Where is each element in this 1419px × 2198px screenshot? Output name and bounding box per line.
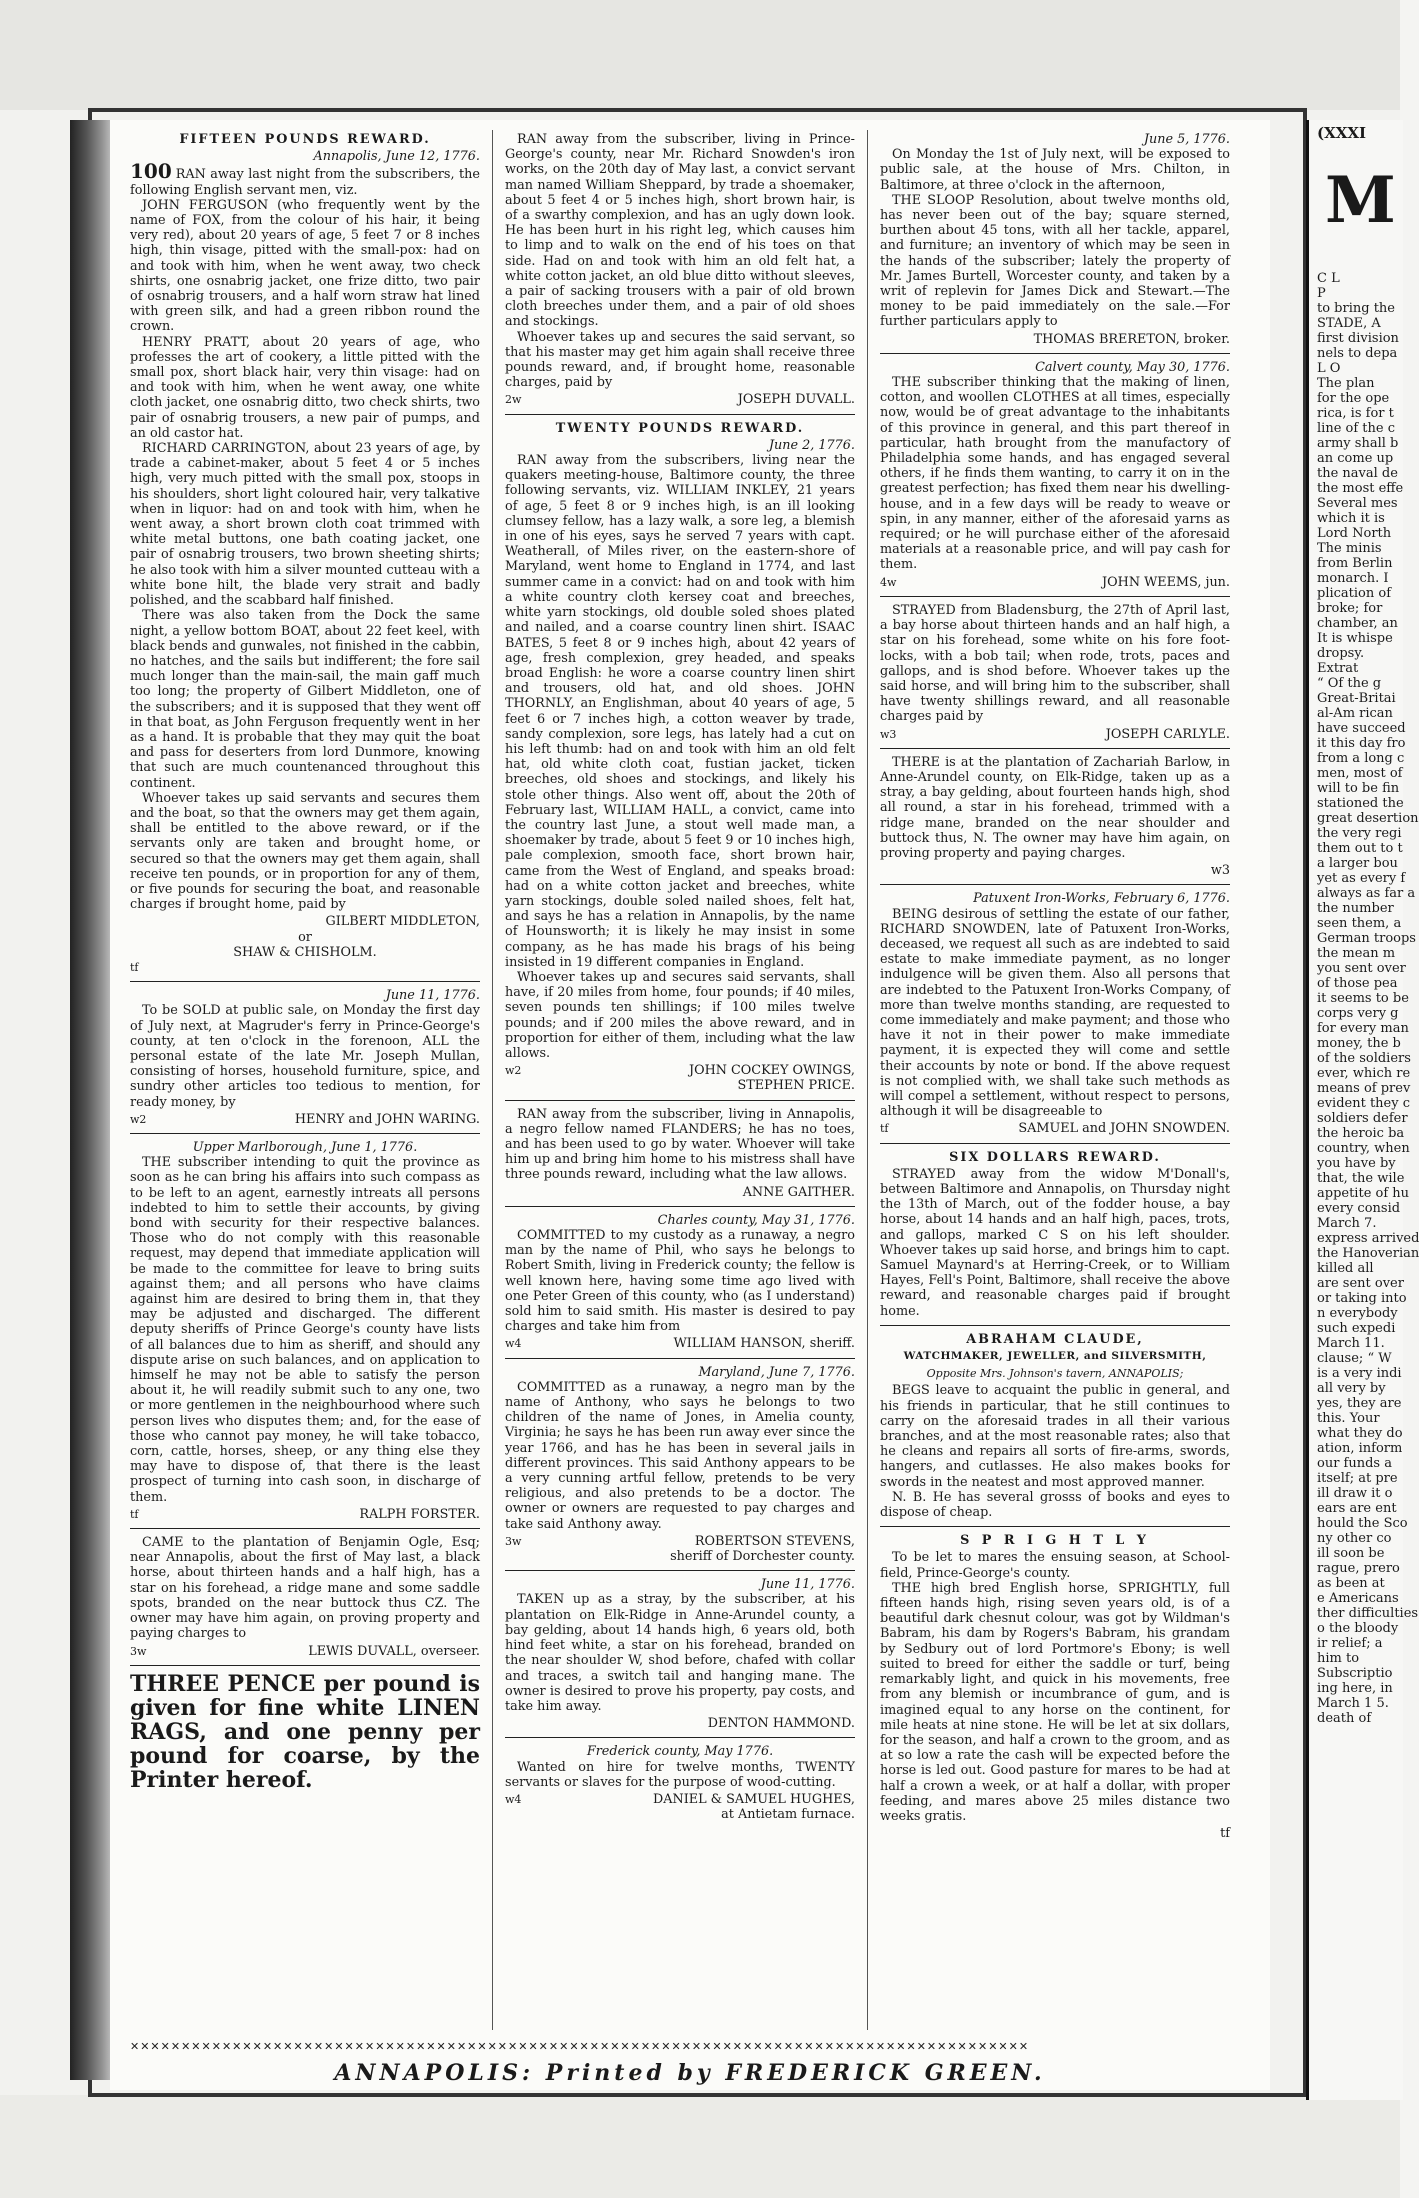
facing-page-line: rica, is for t (1317, 406, 1394, 421)
ad-subheadline: WATCHMAKER, JEWELLER, and SILVERSMITH, (903, 1350, 1207, 1363)
facing-page-line: from Berlin (1317, 556, 1393, 571)
facing-page-line: seen them, a (1317, 916, 1402, 931)
facing-page-line: are sent over (1317, 1276, 1404, 1291)
facing-page-line: have succeed (1317, 721, 1406, 736)
separator (880, 353, 1230, 354)
advertisement-fifteen-pounds-reward (130, 132, 480, 975)
column-rule (492, 130, 493, 2030)
advertisement-servants-wanted (505, 1744, 855, 1822)
ad-signature-text: JOSEPH CARLYLE. (1105, 726, 1230, 742)
facing-page-line: death of (1317, 1711, 1372, 1726)
facing-page-line: The minis (1317, 541, 1382, 556)
facing-page-line: the Hanoverian (1317, 1246, 1419, 1261)
advertisement-abraham-claude (880, 1332, 1230, 1520)
facing-page-fragment (1306, 120, 1419, 2100)
ad-dateline: Charles county, May 31, 1776. (657, 1212, 855, 1228)
ad-signature: SHAW & CHISHOLM. (233, 944, 377, 960)
advertisement-committed-anthony (505, 1365, 855, 1565)
facing-page-line: or taking into (1317, 1291, 1407, 1306)
separator (130, 981, 480, 982)
facing-page-line: ever, which re (1317, 1066, 1411, 1081)
ad-tag: w3 (1210, 863, 1230, 879)
ad-headline: ABRAHAM CLAUDE, (966, 1331, 1144, 1347)
facing-page-line: country, when (1317, 1141, 1410, 1156)
advertisement-joseph-duvall (505, 132, 855, 408)
ad-signature-text: WILLIAM HANSON, sheriff. (673, 1336, 855, 1352)
facing-page-line: clause; “ W (1317, 1351, 1392, 1366)
advertisement-sloop-resolution (880, 132, 1230, 347)
ad-signature (130, 1644, 480, 1659)
ad-tag: w2 (505, 1064, 522, 1078)
ad-lead: THREE PENCE per pound is given for fine white LINEN RAGS, and one penny per pound for coarse, by the Printer hereof. (130, 1670, 480, 1793)
facing-page-line: rague, prero (1317, 1561, 1400, 1576)
facing-page-line: ill draw it o (1317, 1486, 1393, 1501)
facing-page-line: an come up (1317, 451, 1394, 466)
separator (130, 1133, 480, 1134)
facing-page-line: nels to depa (1317, 346, 1398, 361)
facing-page-line: monarch. I (1317, 571, 1389, 586)
ad-paragraph: RICHARD CARRINGTON, about 23 years of age, by trade a cabinet-maker, about 5 feet 4 or 5 inches high, very much pitted with the small pox, stoops in his shoulders, short light coloured hair, very talkative when in liquor: had on and took with him, when he went away, a short brown cloth coat trimmed with white metal buttons, one bath coating jacket, one pair of osnabrig trousers, two brown sheeting shirts; he also took with him a silver mounted cutteau with a white bone hilt, the blade very strait and badly polished, and the scabbard half finished. (130, 441, 480, 609)
facing-page-line: the naval de (1317, 466, 1398, 481)
facing-page-line: to bring the (1317, 301, 1395, 316)
ad-paragraph: To be SOLD at public sale, on Monday the first day of July next, at Magruder's ferry in Prince-George's county, at ten o'clock in the forenoon, ALL the personal estate of the late Mr. Joseph Mullan, consisting of horses, household furniture, spice, and sundry other articles too tedious to mention, for ready money, by (130, 1003, 480, 1110)
ad-tag: w3 (880, 727, 897, 741)
facing-page-line: first division (1317, 331, 1399, 346)
separator (505, 1737, 855, 1738)
facing-page-line: March 11. (1317, 1336, 1385, 1351)
facing-page-line: March 7. (1317, 1216, 1377, 1231)
handwritten-mark: 100 (130, 159, 172, 184)
facing-page-line: corps very g (1317, 1006, 1399, 1021)
separator (505, 1100, 855, 1101)
facing-page-line: him to (1317, 1651, 1360, 1666)
facing-page-line: Extrat (1317, 661, 1359, 676)
facing-page-line: this. Your (1317, 1411, 1380, 1426)
facing-page-line: of the soldiers (1317, 1051, 1411, 1066)
ad-signature: sheriff of Dorchester county. (670, 1549, 855, 1565)
ad-tag: w4 (505, 1792, 522, 1806)
facing-page-line: Great-Britai (1317, 691, 1396, 706)
ad-paragraph: STRAYED away from the widow M'Donall's, between Baltimore and Annapolis, on Thursday night the 13th of March, out of the fodder house, a bay horse, about 14 hands and an half high, paces, trots, and gallops, marked C S on his left shoulder. Whoever takes up said horse, and brings him to capt. Samuel Maynard's at Herring-Creek, or to William Hayes, Fell's Point, Baltimore, shall receive the above reward, and reasonable charges paid if brought home. (880, 1166, 1230, 1319)
ad-paragraph: THE subscriber intending to quit the province as soon as he can bring his affairs into such compass as to be left to an agent, earnestly intreats all persons indebted to him to settle their accounts, by giving bond with security for their respective balances. Those who do not comply with this reasonable request, may depend that immediate application will be made to the committee for leave to bring suits against them; and all persons who have claims against him are desired to bring them in, that they may be adjusted and discharged. The different deputy sheriffs of Prince George's county have lists of all balances due to him as sheriff, and should any dispute arise on such balances, and on application to himself he may not be able to satisfy the person about it, he will readily submit such to any one, two or more gentlemen in the neighbourhood where such person lives who disputes them; and, for the ease of those who cannot pay money, he will take tobacco, corn, cattle, horses, sheep, or any thing else they may have to dispose of, that there is the least prospect of turning into cash soon, in discharge of them. (130, 1155, 480, 1505)
ad-signature (505, 1063, 855, 1078)
separator (130, 1528, 480, 1529)
facing-page-line: appetite of hu (1317, 1186, 1410, 1201)
newspaper-page (110, 120, 1270, 2090)
ad-paragraph: STRAYED from Bladensburg, the 27th of April last, a bay horse about thirteen hands and an half high, a star on his forehead, some white on his fore foot-locks, with a bob tail; when rode, trots, paces and gallops, and is shod before. Whoever takes up the said horse, and will bring him to the subscriber, shall have twenty shillings reward, and all reasonable charges paid by (880, 602, 1230, 725)
facing-page-line: ation, inform (1317, 1441, 1403, 1456)
ad-signature: STEPHEN PRICE. (737, 1078, 855, 1094)
facing-page-text (1309, 271, 1419, 1726)
advertisement-public-sale (130, 988, 480, 1127)
ad-dateline: June 11, 1776. (385, 988, 480, 1004)
facing-page-line: the mean m (1317, 946, 1396, 961)
ad-signature (505, 1534, 855, 1549)
ad-paragraph: BEGS leave to acquaint the public in general, and his friends in particular, that he still continues to carry on the aforesaid trades in all their various branches, and at the most reasonable rates; also that he cleans and repairs all sorts of fire-arms, swords, hangers, and cutlasses. He also makes books for swords in the neatest and most approved manner. (880, 1383, 1230, 1490)
facing-page-line: soldiers defer (1317, 1111, 1408, 1126)
facing-page-line: you have by (1317, 1156, 1396, 1171)
advertisement-ralph-forster (130, 1140, 480, 1522)
ad-signature (505, 1792, 855, 1807)
facing-page-line: ir relief; a (1317, 1636, 1383, 1651)
ad-paragraph: On Monday the 1st of July next, will be exposed to public sale, at the house of Mrs. Chilton, in Baltimore, at three o'clock in the afternoon, (880, 147, 1230, 193)
separator (505, 1206, 855, 1207)
facing-page-line: itself; at pre (1317, 1471, 1398, 1486)
column-2 (505, 132, 855, 2032)
facing-page-line: STADE, A (1317, 316, 1381, 331)
ad-paragraph: RAN away last night from the subscribers, the following English servant men, viz. (130, 167, 480, 198)
ad-signature-text: JOHN WEEMS, jun. (1102, 574, 1230, 590)
facing-page-line: such expedi (1317, 1321, 1396, 1336)
ad-paragraph: N. B. He has several grosss of books and eyes to dispose of cheap. (880, 1489, 1230, 1521)
ad-signature-or: or (298, 929, 312, 945)
column-rule (867, 130, 868, 2030)
ad-paragraph: COMMITTED as a runaway, a negro man by the name of Anthony, who says he belongs to two children of the name of Jones, in Amelia county, Virginia; he says he has been run away ever since the year 1766, and has he has been in several jails in different provinces. This said Anthony appears to be a very cunning artful fellow, pretends to be very religious, and also pretends to be a doctor. The owner or owners are requested to pay charges and take said Anthony away. (505, 1379, 855, 1532)
facing-page-line: army shall b (1317, 436, 1399, 451)
ad-paragraph: CAME to the plantation of Benjamin Ogle, Esq; near Annapolis, about the first of May last, a black horse, about thirteen hands and a half high, has a star on his forehead, a ridge mane and some saddle spots, branded on the near buttock thus CZ. The owner may have him again, on proving property and paying charges to (130, 1535, 480, 1642)
separator (505, 1358, 855, 1359)
ad-tag: tf (130, 1507, 139, 1521)
facing-page-line: that, the wile (1317, 1171, 1405, 1186)
ad-paragraph: RAN away from the subscriber, living in Annapolis, a negro fellow named FLANDERS; he has no toes, and has been used to go by water. Whoever will take him up and bring him home to his mistress shall have three pounds reward, including what the law allows. (505, 1106, 855, 1183)
ad-paragraph: Whoever takes up said servants and secures them and the boat, so that the owners may get them again, shall be entitled to the above reward, or if the servants only are taken and brought home, or secured so that the owners may get them again, shall receive ten pounds, or in proportion for any of them, or five pounds for securing the boat, and reasonable charges if brought home, paid by (130, 790, 480, 913)
facing-page-line: Lord North (1317, 526, 1392, 541)
ad-dateline: Calvert county, May 30, 1776. (1035, 359, 1230, 375)
ad-signature (130, 1112, 480, 1127)
ad-paragraph: JOHN FERGUSON (who frequently went by the name of FOX, from the colour of his hair, it being very red), about 20 years of age, 5 feet 7 or 8 inches high, thin visage, pitted with the small-pox: had on and took with him, when he went away, two check shirts, one osnabrig jacket, one frize ditto, two pair of osnabrig trousers, and a half worn straw hat lined with green silk, and had a green ribbon round the crown. (130, 197, 480, 335)
facing-page-line: money, the b (1317, 1036, 1401, 1051)
advertisement-twenty-pounds-reward (505, 421, 855, 1094)
facing-page-header: (XXXI (1317, 124, 1367, 142)
ad-signature-text: DANIEL & SAMUEL HUGHES, (653, 1791, 855, 1807)
ad-tag: w2 (130, 1112, 147, 1126)
facing-page-line: Several mes (1317, 496, 1398, 511)
column-1 (130, 132, 480, 2032)
ad-signature-text: JOHN COCKEY OWINGS, (688, 1063, 855, 1079)
ad-paragraph: THERE is at the plantation of Zachariah Barlow, in Anne-Arundel county, on Elk-Ridge, taken up as a stray, a bay gelding, about fourteen hands high, shod all round, a star in his forehead, trimmed with a ridge mane, branded on the near shoulder and buttock thus, N. The owner may have him again, on proving property and paying charges. (880, 754, 1230, 861)
facing-page-line: the number (1317, 901, 1394, 916)
ad-signature (880, 1121, 1230, 1136)
ad-dateline: Upper Marlborough, June 1, 1776. (192, 1140, 418, 1155)
separator (880, 596, 1230, 597)
separator (880, 1526, 1230, 1527)
ad-signature (505, 392, 855, 407)
ad-tag: tf (1220, 1826, 1230, 1842)
ad-paragraph: Wanted on hire for twelve months, TWENTY servants or slaves for the purpose of wood-cutting. (505, 1759, 855, 1790)
ad-signature-text: HENRY and JOHN WARING. (294, 1111, 480, 1127)
ad-signature (130, 1507, 480, 1522)
facing-page-line: it seems to be (1317, 991, 1409, 1006)
facing-page-line: March 1 5. (1317, 1696, 1389, 1711)
facing-page-line: ing here, in (1317, 1681, 1393, 1696)
facing-page-line: from a long c (1317, 751, 1405, 766)
facing-page-line: n everybody (1317, 1306, 1398, 1321)
ad-headline: SIX DOLLARS REWARD. (949, 1149, 1161, 1165)
facing-page-line: German troops (1317, 931, 1416, 946)
facing-page-line: for every man (1317, 1021, 1409, 1036)
facing-page-line: P (1317, 286, 1326, 301)
ad-signature-text: LEWIS DUVALL, overseer. (308, 1643, 480, 1659)
facing-page-line: ill soon be (1317, 1546, 1385, 1561)
facing-page-line: yes, they are (1317, 1396, 1402, 1411)
facing-page-line: “ Of the g (1317, 676, 1382, 691)
ad-subheadline: Opposite Mrs. Johnson's tavern, ANNAPOLIS; (926, 1367, 1184, 1381)
facing-page-line: stationed the (1317, 796, 1404, 811)
ad-tag: tf (130, 960, 139, 974)
ad-signature (880, 575, 1230, 590)
separator (880, 1143, 1230, 1144)
facing-page-line: Subscriptio (1317, 1666, 1393, 1681)
ad-dateline: Frederick county, May 1776. (586, 1744, 774, 1760)
ad-signature: THOMAS BRERETON, broker. (1033, 331, 1230, 347)
facing-page-line: you sent over (1317, 961, 1406, 976)
facing-page-line: of those pea (1317, 976, 1398, 991)
ad-paragraph: There was also taken from the Dock the same night, a yellow bottom BOAT, about 22 feet keel, with black bends and gunwales, not finished in the cabbin, no hatches, and the sails but indifferent; the fore sail much longer than the main-sail, the main gaff much too long; the property of Gilbert Middleton, one of the subscribers; and it is supposed that they went off in that boat, as John Ferguson frequently went in her as a hand. It is probable that they may quit the boat and pass for deserters from lord Dunmore, knowing that such are much countenanced throughout this continent. (130, 608, 480, 791)
facing-page-line: is a very indi (1317, 1366, 1402, 1381)
ad-paragraph: RAN away from the subscribers, living near the quakers meeting-house, Baltimore county, the three following servants, viz. WILLIAM INKLEY, 21 years of age, 5 feet 8 or 9 inches high, is an ill looking clumsey fellow, has a lazy walk, a sore leg, a blemish in one of his eyes, says he served 7 years with capt. Weatherall, of Miles river, on the eastern-shore of Maryland, went home to England in 1774, and last summer came in a convict: had on and took with him a white country cloth kersey coat and breeches, white yarn stockings, old double soled shoes plated and nailed, and a coarse country linen shirt. ISAAC BATES, 5 feet 8 or 9 inches high, about 42 years of age, fresh complexion, grey headed, and speaks broad English: he wore a coarse country linen shirt and trousers, old hat, and old shoes. JOHN THORNLY, an Englishman, about 40 years of age, 5 feet 6 or 7 inches high, a cotton weaver by trade, sandy complexion, sore legs, has lately had a cut on his left thumb: had on and took with him an old felt hat, old white cloth coat, fustian jacket, ticken breeches, old shoes and stockings, and likely his stole other things. Also went off, about the 20th of February last, WILLIAM HALL, a convict, came into the country last June, a stout well made man, a shoemaker by trade, about 5 feet 9 or 10 inches high, pale complexion, smooth face, short brown hair, came from the West of England, and speaks broad: had on a white cotton jacket and breeches, white yarn stockings, double soled nailed shoes, felt hat, and says he has a relation in Annapolis, by the name of Hounsworth; it is likely he may insist in some company, as he has made his brags of his being insisted in 19 different companies in England. (505, 453, 855, 970)
ad-signature (880, 727, 1230, 742)
advertisement-strayed-bladensburg (880, 603, 1230, 742)
ad-signature-text: ROBERTSON STEVENS, (694, 1533, 855, 1549)
ad-dateline: June 2, 1776. (768, 437, 855, 453)
advertisement-linen-rags (130, 1672, 480, 1792)
facing-page-line: ny other co (1317, 1531, 1392, 1546)
ad-signature (505, 1336, 855, 1351)
facing-page-line: the very regi (1317, 826, 1402, 841)
advertisement-barlow-stray (880, 755, 1230, 879)
facing-page-line: hould the Sco (1317, 1516, 1408, 1531)
ad-signature-text: SAMUEL and JOHN SNOWDEN. (1018, 1121, 1230, 1137)
facing-page-line: it this day fro (1317, 736, 1406, 751)
facing-page-line: It is whispe (1317, 631, 1393, 646)
facing-page-line: o the bloody (1317, 1621, 1399, 1636)
separator (130, 1665, 480, 1666)
column-3 (880, 132, 1230, 2032)
advertisement-stray-horse-ogle (130, 1535, 480, 1659)
ad-signature-text: RALPH FORSTER. (359, 1506, 480, 1522)
facing-page-line: line of the c (1317, 421, 1395, 436)
facing-page-line: plication of (1317, 586, 1392, 601)
facing-page-line: as been at (1317, 1576, 1385, 1591)
ad-paragraph: COMMITTED to my custody as a runaway, a negro man by the name of Phil, who says he belongs to Robert Smith, living in Frederick county; the fellow is well known here, having some time ago lived with one Peter Green of this county, who (as I understand) sold him to said smith. His master is desired to pay charges and take him from (505, 1228, 855, 1335)
facing-page-line: the most effe (1317, 481, 1404, 496)
ad-signature: GILBERT MIDDLETON, (325, 914, 480, 930)
ad-tag: tf (880, 1122, 889, 1136)
facing-page-line: the heroic ba (1317, 1126, 1405, 1141)
ad-paragraph: BEING desirous of settling the estate of our father, RICHARD SNOWDEN, late of Patuxent Iron-Works, deceased, we request all such as are indebted to said estate to make immediate payment, as no longer indulgence will be given them. Also all persons that are indebted to the Patuxent Iron-Works Company, of more than twelve months standing, are requested to come immediately and make payment; and those who have it not in their power to make immediate payment, it is expected they will come and settle their accounts by note or bond. If the above request is not complied with, we shall take such methods as will compel a settlement, without respect to persons, although it will be disagreeable to (880, 906, 1230, 1120)
advertisement-sprightly (880, 1533, 1230, 1841)
facing-page-line: always as far a (1317, 886, 1416, 901)
facing-page-line: express arrived (1317, 1231, 1419, 1246)
advertisement-committed-phil (505, 1213, 855, 1352)
ad-headline: TWENTY POUNDS REWARD. (555, 420, 805, 436)
ad-tag: 3w (130, 1644, 147, 1658)
ad-dateline: June 5, 1776. (1143, 132, 1230, 147)
ad-tag: 4w (880, 575, 897, 589)
ad-paragraph: TAKEN up as a stray, by the subscriber, at his plantation on Elk-Ridge in Anne-Arundel county, a bay gelding, about 14 hands high, 6 years old, both hind feet white, a star on his forehead, branded on the near shoulder W, shod before, chafed with collar and traces, a switch tail and hanging mane. The owner is desired to prove his property, pay costs, and take him away. (505, 1592, 855, 1714)
facing-page-line: which it is (1317, 511, 1385, 526)
separator (880, 1325, 1230, 1326)
advertisement-taken-up-stray (505, 1577, 855, 1731)
facing-page-line: yet as every f (1317, 871, 1406, 886)
ad-tag: 3w (505, 1534, 522, 1548)
separator (880, 884, 1230, 885)
facing-page-line: great desertion (1317, 811, 1419, 826)
facing-page-line: every consid (1317, 1201, 1401, 1216)
facing-page-line: broke; for (1317, 601, 1383, 616)
ad-tag: w4 (505, 1337, 522, 1351)
ad-paragraph: RAN away from the subscriber, living in Prince-George's county, near Mr. Richard Snowden's iron works, on the 20th day of May last, a convict servant man named William Sheppard, by trade a shoemaker, about 5 feet 4 or 5 inches high, short brown hair, is of a swarthy complexion, and has an ugly down look. He has been hurt in his right leg, which causes him to limp and to walk on the end of his toes on that side. Had on and took with him an old felt hat, a white cotton jacket, an old blue ditto without sleeves, a pair of sacking trousers with a pair of old brown cloth breeches under them, and a pair of old shoes and stockings. (505, 132, 855, 330)
ad-signature: ANNE GAITHER. (742, 1184, 855, 1200)
facing-page-line: what they do (1317, 1426, 1403, 1441)
advertisement-anne-gaither (505, 1107, 855, 1200)
ad-paragraph: THE SLOOP Resolution, about twelve months old, has never been out of the bay; square sterned, burthen about 45 tons, with all her tackle, apparel, and furniture; an inventory of which may be seen in the hands of the subscriber; lately the property of Mr. James Burtell, Worcester county, and taken by a writ of replevin for James Dick and Stewart.—The money to be paid immediately on the sale.—For further particulars apply to (880, 192, 1230, 330)
ad-signature: DENTON HAMMOND. (707, 1716, 855, 1732)
separator (505, 414, 855, 415)
ad-dateline: June 11, 1776. (760, 1577, 855, 1593)
facing-page-line: evident they c (1317, 1096, 1410, 1111)
ad-paragraph: THE subscriber thinking that the making of linen, cotton, and woollen CLOTHES at all times, especially now, would be of great advantage to the inhabitants of this province in general, and this part thereof in particular, hath brought from the manufactory of Philadelphia some hands, and has engaged several others, if he finds them wanting, to carry it on in the greatest perfection; has fixed them near his dwelling-house, and in a few days will be ready to weave or spin, in any manner, either of the aforesaid yarns as required; or he will purchase either of the aforesaid materials at a reasonable price, and will pay cash for them. (880, 375, 1230, 573)
ad-dateline: Annapolis, June 12, 1776. (313, 149, 480, 165)
ad-paragraph: Whoever takes up and secures the said servant, so that his master may get him again shall receive three pounds reward, and, if brought home, reasonable charges, paid by (505, 329, 855, 391)
ad-dateline: Maryland, June 7, 1776. (698, 1364, 855, 1380)
facing-page-line: e Americans (1317, 1591, 1399, 1606)
facing-page-line: ears are ent (1317, 1501, 1397, 1516)
facing-page-line: dropsy. (1317, 646, 1365, 661)
ad-dateline: Patuxent Iron-Works, February 6, 1776. (973, 891, 1230, 907)
ad-paragraph: To be let to mares the ensuing season, at School-field, Prince-George's county. (880, 1550, 1230, 1581)
facing-page-line: ther difficulties (1317, 1606, 1419, 1621)
facing-page-line: men, most of (1317, 766, 1403, 781)
ad-signature-text: JOSEPH DUVALL. (737, 392, 855, 408)
facing-page-line: al-Am rican (1317, 706, 1393, 721)
facing-page-line: all very by (1317, 1381, 1386, 1396)
facing-page-line: L O (1317, 361, 1341, 376)
advertisement-six-dollars-reward (880, 1150, 1230, 1319)
facing-page-line: means of prev (1317, 1081, 1411, 1096)
ad-signature: at Antietam furnace. (721, 1807, 855, 1823)
ad-headline: S P R I G H T L Y (960, 1533, 1150, 1549)
facing-page-line: C L (1317, 271, 1340, 286)
facing-page-line: The plan (1317, 376, 1375, 391)
ad-tag: 2w (505, 393, 522, 407)
facing-page-line: them out to t (1317, 841, 1403, 856)
facing-page-masthead-letter: M (1325, 163, 1396, 238)
separator (505, 1570, 855, 1571)
footer-ornament-rule: ✕✕✕✕✕✕✕✕✕✕✕✕✕✕✕✕✕✕✕✕✕✕✕✕✕✕✕✕✕✕✕✕✕✕✕✕✕✕✕✕✕✕✕✕✕✕✕✕✕✕✕✕✕✕✕✕✕✕✕✕✕✕✕✕✕✕✕✕✕✕✕✕✕✕✕✕✕✕✕✕✕✕✕✕✕✕✕✕ (130, 2040, 1030, 2053)
ad-paragraph: Whoever takes up and secures said servants, shall have, if 20 miles from home, four pounds; if 40 miles, seven pounds ten shillings; if 100 miles twelve pounds; and if 200 miles the above reward, and in proportion for either of them, including what the law allows. (505, 969, 855, 1061)
separator (880, 748, 1230, 749)
advertisement-snowden-estate (880, 891, 1230, 1136)
facing-page-line: our funds a (1317, 1456, 1392, 1471)
facing-page-line: chamber, an (1317, 616, 1398, 631)
facing-page-line: for the ope (1317, 391, 1390, 406)
ad-paragraph: HENRY PRATT, about 20 years of age, who professes the art of cookery, a little pitted with the small pox, short black hair, very thin visage: had on and took with him, when he went away, one white cloth jacket, one osnabrig ditto, two check shirts, two pair of osnabrig trousers, a new pair of pumps, and an old castor hat. (130, 334, 480, 441)
printer-imprint: ANNAPOLIS: Printed by FREDERICK GREEN. (334, 2060, 1046, 2086)
ad-headline: FIFTEEN POUNDS REWARD. (179, 132, 431, 147)
facing-page-line: a larger bou (1317, 856, 1398, 871)
ad-paragraph: THE high bred English horse, SPRIGHTLY, full fifteen hands high, rising seven years old, is of a beautiful dark chesnut colour, was got by Wildman's Babram, his dam by Rogers's Babram, his grandam by Sedbury out of lord Portmore's Ebony; is well suited to breed for either the saddle or turf, being remarkably light, and quick in his movements, free from any blemish or incumbrance of gum, and is imagined equal to any horse on the continent, for mile heats at nine stone. He will be let at six dollars, for the season, and half a crown to the groom, and as at so low a rate the cash will be expected before the horse is led out. Good pasture for mares to be had at half a crown a week, or at half a dollar, with proper feeding, and mares above 25 miles distance two weeks gratis. (880, 1580, 1230, 1824)
facing-page-line: will to be fin (1317, 781, 1400, 796)
facing-page-line: killed all (1317, 1261, 1374, 1276)
advertisement-clothes-weems (880, 360, 1230, 590)
